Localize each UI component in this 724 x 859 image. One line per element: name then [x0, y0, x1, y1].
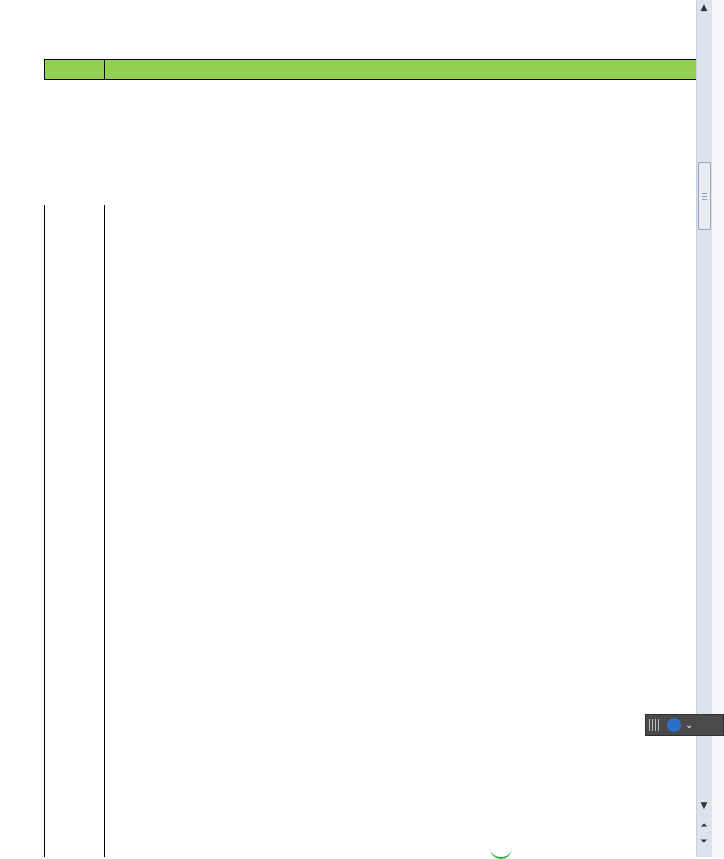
scroll-up-icon[interactable]: ▲	[700, 3, 708, 13]
row-item-cell	[44, 205, 105, 857]
page-down-icon[interactable]: ⏷	[700, 837, 708, 847]
ime-grip-icon[interactable]	[649, 719, 659, 731]
table-header-row	[44, 59, 696, 80]
ime-options-icon[interactable]: ⌄	[685, 719, 694, 731]
scroll-down-icon[interactable]: ▼	[700, 801, 708, 811]
green-mark-icon	[490, 848, 512, 859]
table-row-m	[44, 205, 696, 857]
page-up-icon[interactable]: ⏶	[700, 821, 708, 831]
header-params	[105, 60, 696, 79]
engineering-table	[44, 59, 696, 857]
scroll-thumb[interactable]	[698, 162, 711, 230]
help-icon[interactable]	[667, 718, 681, 732]
ime-toolbar[interactable]	[645, 714, 724, 736]
header-item	[44, 60, 105, 79]
